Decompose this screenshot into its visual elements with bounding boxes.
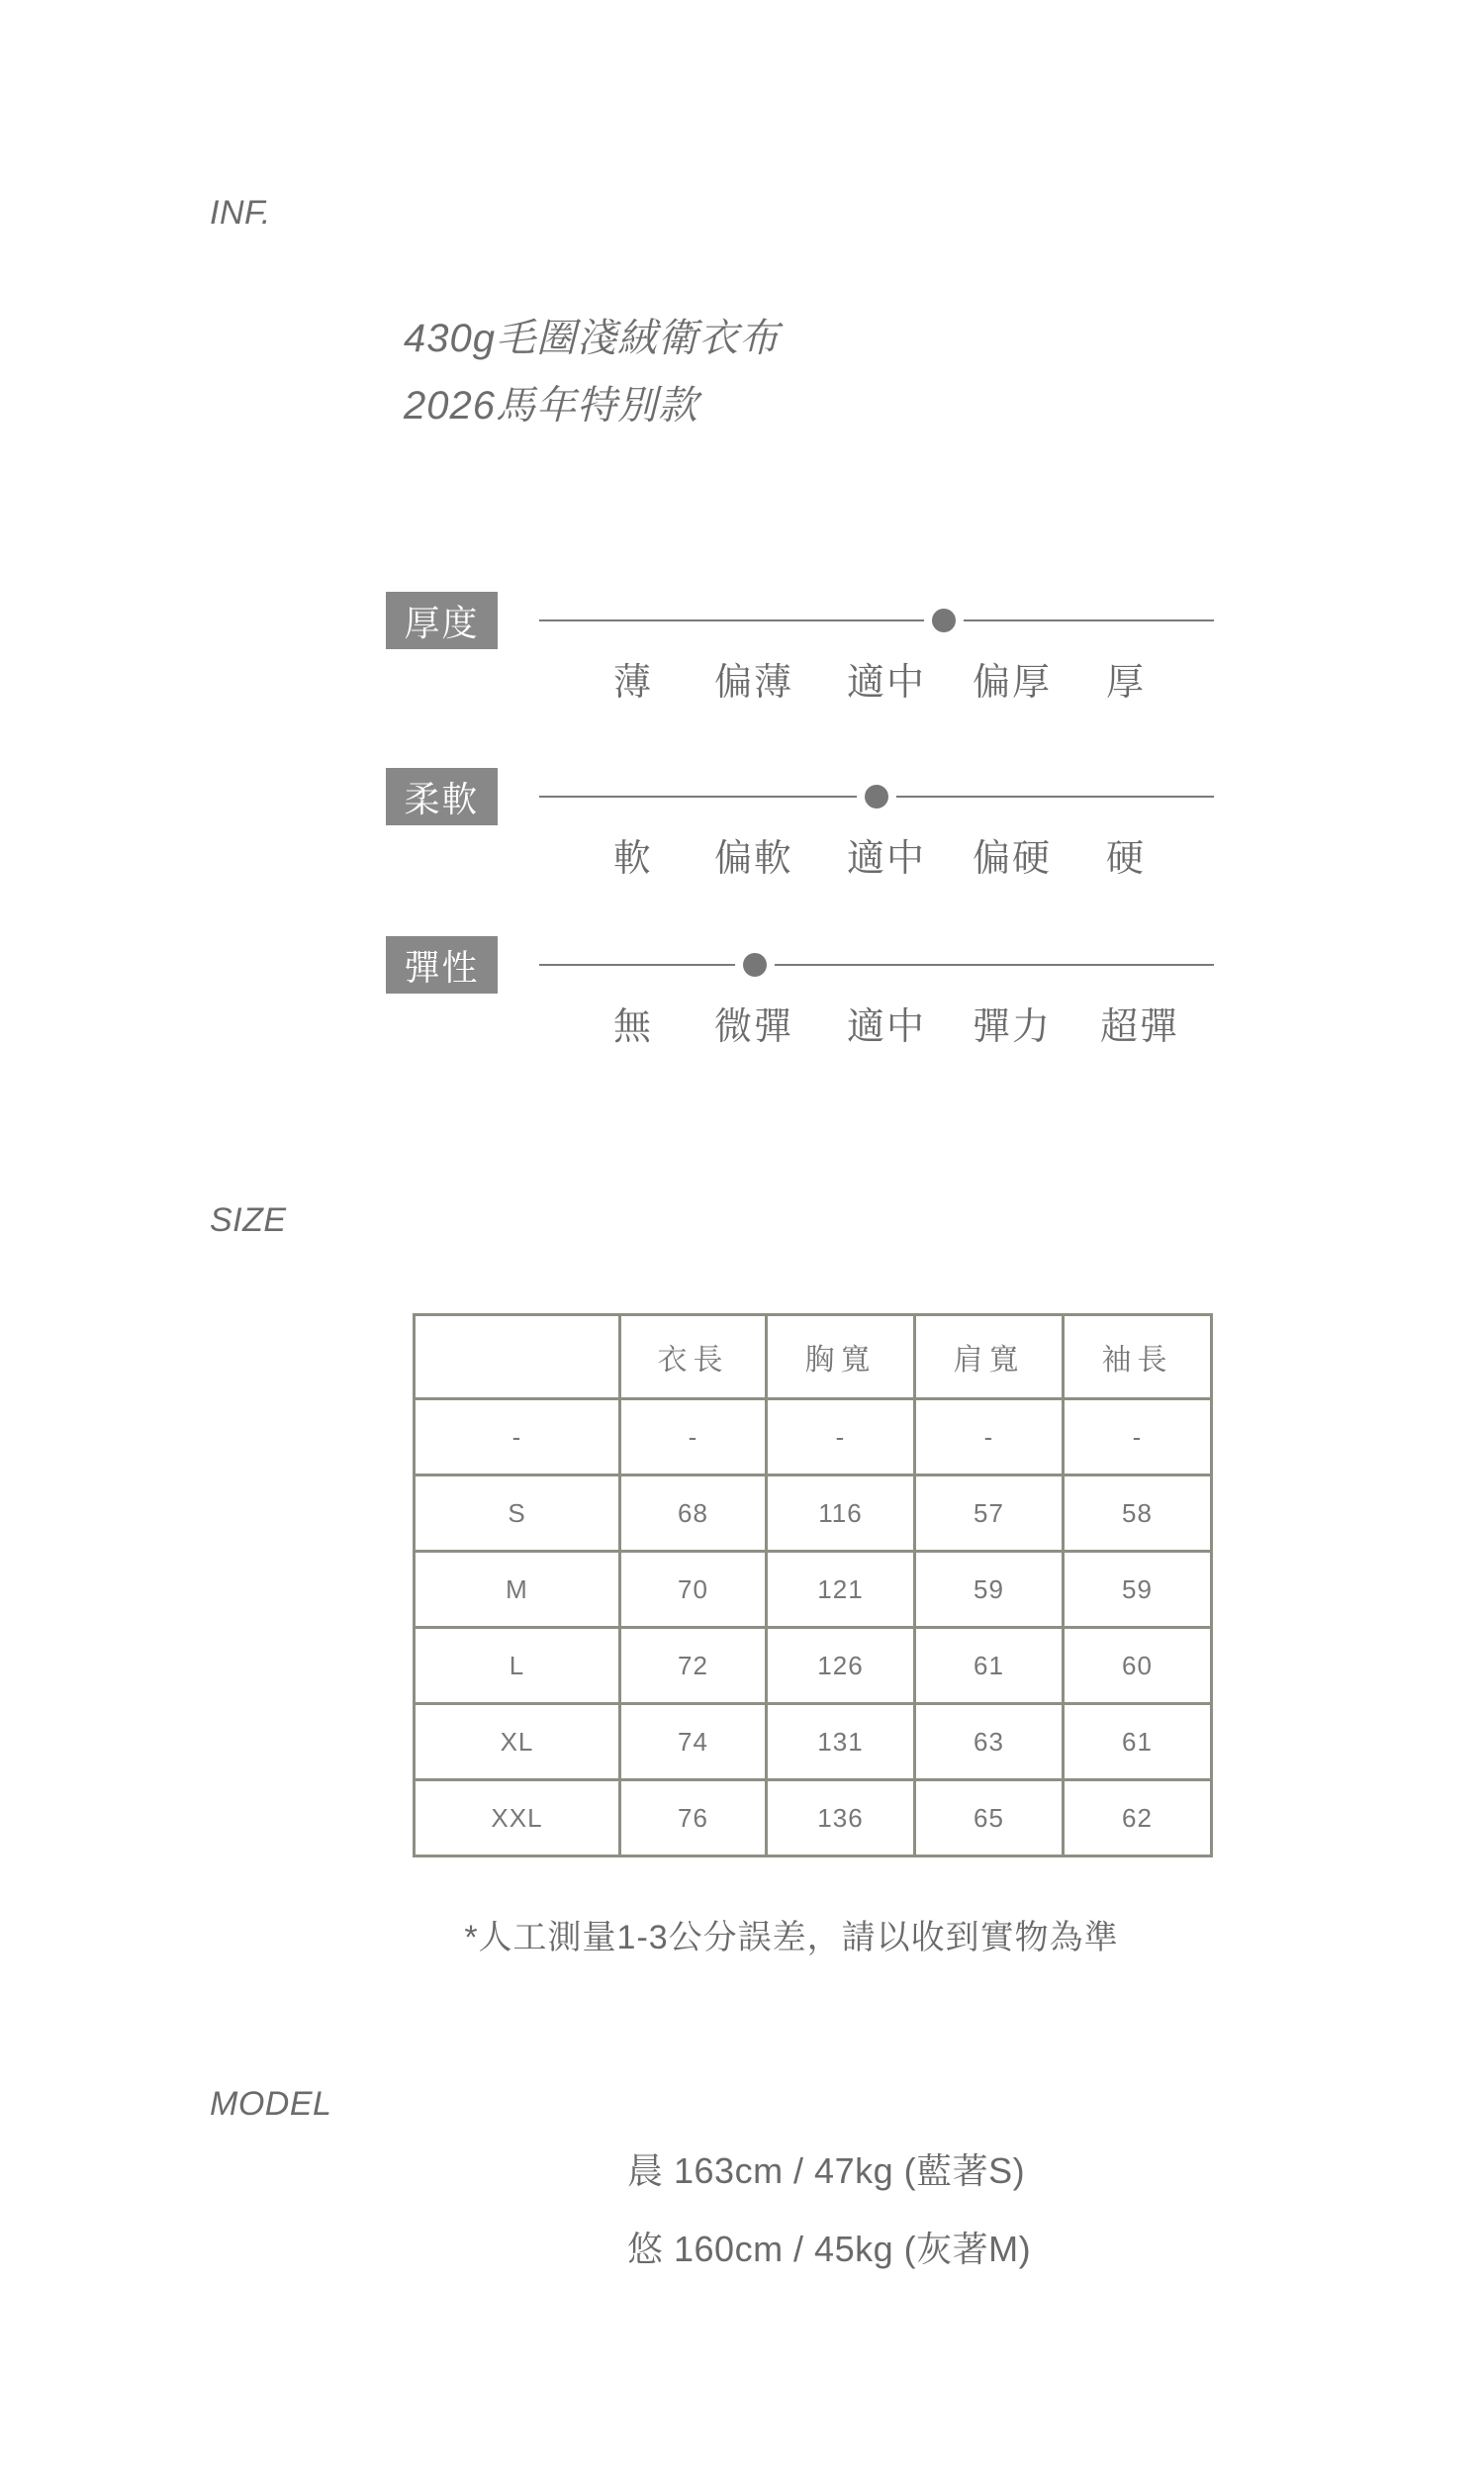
attribute-thickness [386,592,1217,704]
attribute-option: 無 [612,1006,654,1048]
table-cell: 136 [767,1780,915,1856]
table-row [415,1399,1212,1475]
size-table [413,1313,1213,1857]
attribute-indicator-dot [743,953,767,977]
table-row [415,1780,1212,1856]
table-cell: 59 [915,1552,1064,1628]
attribute-option: 偏厚 [972,662,1053,704]
table-cell: 61 [915,1628,1064,1704]
product-name: 430g毛圈淺絨衛衣布 [404,317,780,360]
table-cell: 62 [1064,1780,1212,1856]
table-cell: 68 [620,1475,767,1552]
table-cell: 63 [915,1704,1064,1780]
table-header-cell: 肩寬 [915,1315,1064,1399]
attribute-label: 厚度 [386,592,498,649]
table-row [415,1628,1212,1704]
table-cell: 65 [915,1780,1064,1856]
attribute-option: 偏薄 [713,662,794,704]
table-cell: 116 [767,1475,915,1552]
attribute-softness [386,768,1217,880]
table-cell: 131 [767,1704,915,1780]
attribute-option: 適中 [846,662,927,704]
model-info: 晨 163cm / 47kg (藍著S) [627,2150,1026,2191]
size-measurement-note: *人工測量1-3公分誤差，請以收到實物為準 [464,1919,1119,1956]
attribute-scale-line [539,964,1214,966]
table-header-cell: 袖長 [1064,1315,1212,1399]
table-row [415,1475,1212,1552]
table-cell: - [767,1399,915,1475]
table-cell: 58 [1064,1475,1212,1552]
table-cell: 61 [1064,1704,1212,1780]
table-cell: 121 [767,1552,915,1628]
attribute-option: 軟 [612,838,654,880]
model-info: 悠 160cm / 45kg (灰著M) [627,2229,1032,2269]
attribute-indicator-dot [932,609,956,632]
table-cell: XXL [415,1780,620,1856]
attribute-option: 偏硬 [972,838,1053,880]
table-cell: - [915,1399,1064,1475]
table-cell: M [415,1552,620,1628]
attribute-elasticity [386,936,1217,1048]
product-edition: 2026馬年特別款 [404,384,698,428]
attribute-scale-line [539,619,1214,621]
attribute-option: 微彈 [713,1006,794,1048]
table-header-row [415,1315,1212,1399]
attribute-option: 厚 [1105,662,1147,704]
attribute-label: 彈性 [386,936,498,994]
table-cell: - [620,1399,767,1475]
section-label-inf: INF. [210,194,271,232]
table-row [415,1552,1212,1628]
table-cell: 60 [1064,1628,1212,1704]
table-row [415,1704,1212,1780]
table-cell: 72 [620,1628,767,1704]
table-cell: 70 [620,1552,767,1628]
table-header-cell: 胸寬 [767,1315,915,1399]
section-label-model: MODEL [210,2085,332,2123]
attribute-option: 適中 [846,1006,927,1048]
table-cell: L [415,1628,620,1704]
table-header-cell: 衣長 [620,1315,767,1399]
attribute-option: 偏軟 [713,838,794,880]
attribute-option: 硬 [1105,838,1147,880]
attribute-option: 彈力 [972,1006,1053,1048]
table-cell: - [415,1399,620,1475]
attribute-option: 適中 [846,838,927,880]
section-label-size: SIZE [210,1201,287,1239]
table-header-cell [415,1315,620,1399]
table-cell: 74 [620,1704,767,1780]
table-cell: XL [415,1704,620,1780]
attribute-indicator-dot [865,785,888,809]
attribute-option: 超彈 [1099,1006,1180,1048]
table-cell: 59 [1064,1552,1212,1628]
table-cell: 76 [620,1780,767,1856]
attribute-option: 薄 [612,662,654,704]
table-cell: 126 [767,1628,915,1704]
table-cell: 57 [915,1475,1064,1552]
attribute-label: 柔軟 [386,768,498,825]
table-cell: - [1064,1399,1212,1475]
table-cell: S [415,1475,620,1552]
